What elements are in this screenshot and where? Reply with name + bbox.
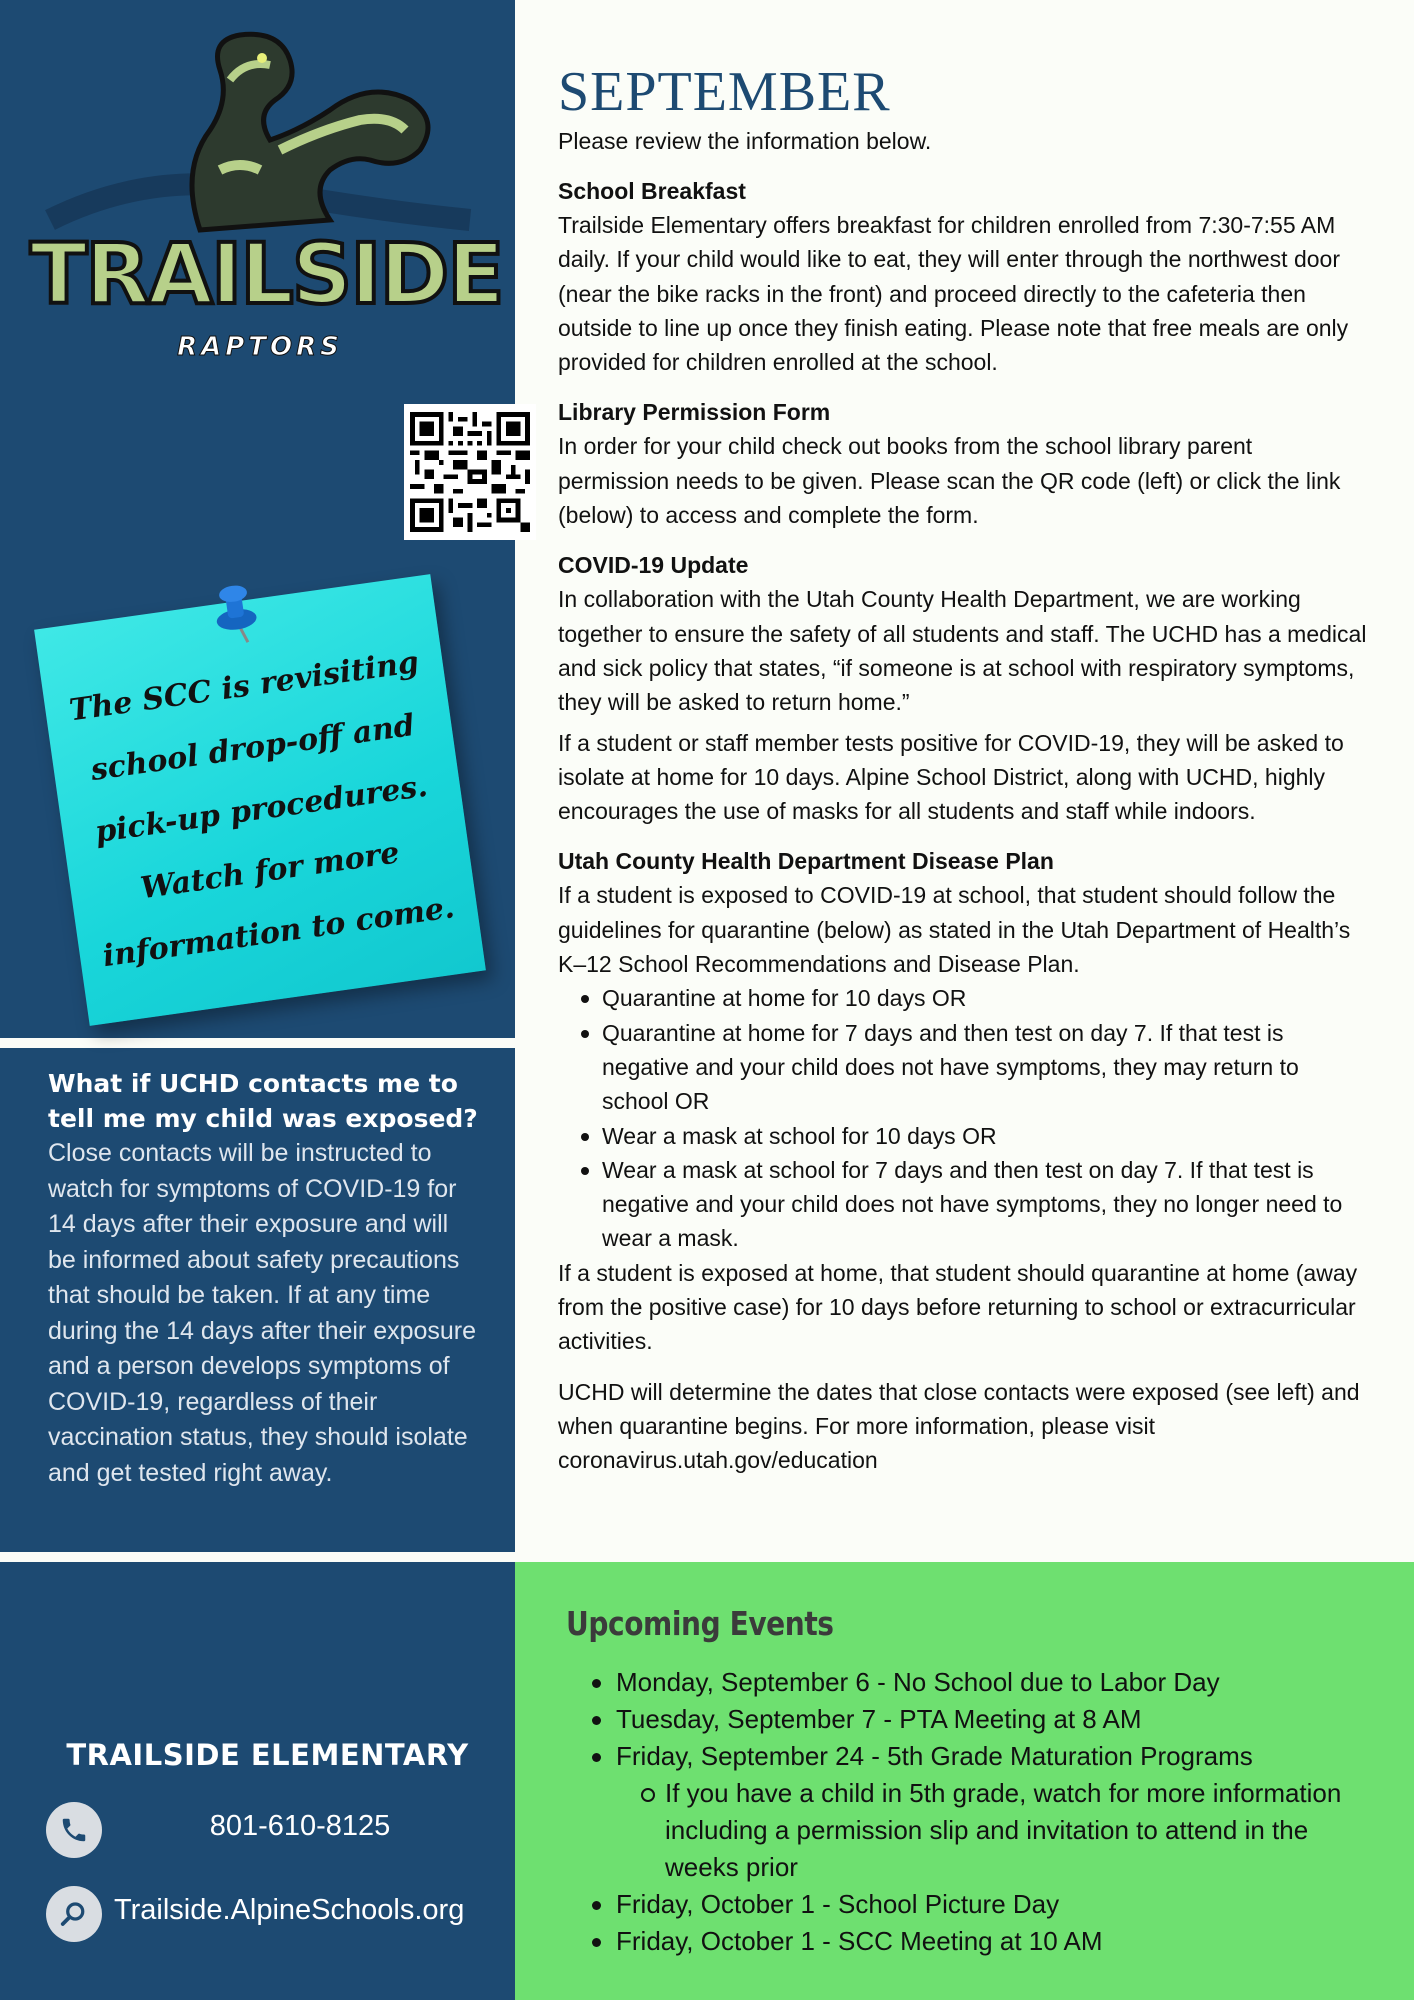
uchd-info-text: UCHD will determine the dates that close contacts were exposed (see left) and when quarantine begins. For more information, please visit coronavirus.utah.gov/education bbox=[558, 1378, 1360, 1474]
list-item: Quarantine at home for 10 days OR bbox=[602, 981, 1368, 1015]
library-title: Library Permission Form bbox=[558, 399, 831, 426]
sticky-line: pick-up procedures. bbox=[92, 768, 430, 851]
list-item: Quarantine at home for 7 days and then test on day 7. If that test is negative and your child does not have symptoms, they may return to school OR bbox=[602, 1016, 1368, 1119]
push-pin-icon bbox=[210, 578, 269, 654]
breakfast-body: Trailside Elementary offers breakfast for children enrolled from 7:30-7:55 AM daily. If your child would like to eat, they will enter through the northwest door (near the bike racks in the front) and proceed directly to the cafeteria then outside to line up once they finish eating. Please note that free meals are only provided for children enrolled at the school. bbox=[558, 212, 1349, 376]
covid-title: COVID-19 Update bbox=[558, 552, 749, 579]
disease-plan-body: If a student is exposed to COVID-19 at school, that student should follow the guidelines for quarantine (below) as stated in the Utah Department of Health’s K–12 School Recommendations and Disease Plan. bbox=[558, 882, 1351, 978]
sticky-line: The SCC is revisiting bbox=[67, 644, 421, 729]
library-form-qr-code[interactable] bbox=[404, 404, 536, 540]
disease-plan-title: Utah County Health Department Disease Plan bbox=[558, 848, 1054, 875]
library-body: In order for your child check out books from the school library parent permission needs to be given. Please scan the QR code (left) or click the link (below) to access and complete the form. bbox=[558, 433, 1341, 529]
intro-text: Please review the information below. bbox=[558, 128, 932, 154]
event-item: Monday, September 6 - No School due to Labor Day bbox=[616, 1664, 1386, 1701]
scc-sticky-note bbox=[34, 574, 486, 1026]
school-website-link[interactable]: Trailside.AlpineSchools.org bbox=[114, 1894, 465, 1926]
covid-body-1: In collaboration with the Utah County Health Department, we are working together to ensure the safety of all students and staff. The UCHD has a medical and sick policy that states, “if someone is at school with respiratory symptoms, they will be asked to return home.” bbox=[558, 586, 1367, 716]
sticky-line: Watch for more bbox=[138, 835, 402, 907]
list-item: Wear a mask at school for 10 days OR bbox=[602, 1119, 1368, 1153]
event-item: Friday, October 1 - SCC Meeting at 10 AM bbox=[616, 1923, 1386, 1960]
sticky-line: information to come. bbox=[100, 890, 457, 975]
list-item: Wear a mask at school for 7 days and then test on day 7. If that test is negative and your child does not have symptoms, they no longer need to wear a mask. bbox=[602, 1153, 1368, 1256]
phone-number[interactable]: 801-610-8125 bbox=[209, 1810, 391, 1842]
exposure-question: What if UCHD contacts me to tell me my child was exposed? bbox=[48, 1069, 478, 1133]
search-icon bbox=[46, 1886, 102, 1942]
exposure-faq bbox=[48, 1066, 478, 1491]
quarantine-options-list bbox=[558, 981, 1368, 1255]
logo-subtitle: RAPTORS bbox=[177, 332, 343, 362]
phone-icon bbox=[46, 1802, 102, 1858]
month-heading: SEPTEMBER bbox=[558, 61, 891, 123]
events-title: Upcoming Events bbox=[566, 1604, 834, 1643]
home-exposure-text: If a student is exposed at home, that student should quarantine at home (away from the positive case) for 10 days before returning to school or extracurricular activities. bbox=[558, 1259, 1358, 1355]
events-list bbox=[566, 1664, 1386, 1960]
qr-code-icon bbox=[410, 410, 530, 534]
sticky-note-text bbox=[62, 631, 462, 988]
event-item-label: Friday, September 24 - 5th Grade Maturation Programs bbox=[616, 1741, 1253, 1771]
raptor-mascot-icon bbox=[30, 20, 490, 240]
covid-body-2: If a student or staff member tests positive for COVID-19, they will be asked to isolate at home for 10 days. Alpine School District, along with UCHD, highly encourages the use of masks for all students and staff while indoors. bbox=[558, 729, 1344, 825]
event-item: Friday, October 1 - School Picture Day bbox=[616, 1886, 1386, 1923]
exposure-answer: Close contacts will be instructed to watch for symptoms of COVID-19 for 14 days after their exposure and will be informed about safety precautions that should be taken. If at any time during the 14 days after their exposure and a person develops symptoms of COVID-19, regardless of their vaccination status, they should isolate and get tested right away. bbox=[48, 1139, 477, 1487]
event-item: Tuesday, September 7 - PTA Meeting at 8 AM bbox=[616, 1701, 1386, 1738]
logo-wordmark: TRAILSIDE bbox=[30, 225, 503, 323]
newsletter-main bbox=[558, 60, 1368, 1478]
school-logo bbox=[30, 20, 503, 362]
event-item bbox=[616, 1738, 1386, 1886]
breakfast-title: School Breakfast bbox=[558, 178, 746, 204]
sticky-line: school drop-off and bbox=[88, 707, 417, 789]
school-name: TRAILSIDE ELEMENTARY bbox=[66, 1738, 469, 1772]
event-sub-item: If you have a child in 5th grade, watch for more information including a permission slip and invitation to attend in the weeks prior bbox=[665, 1775, 1386, 1886]
